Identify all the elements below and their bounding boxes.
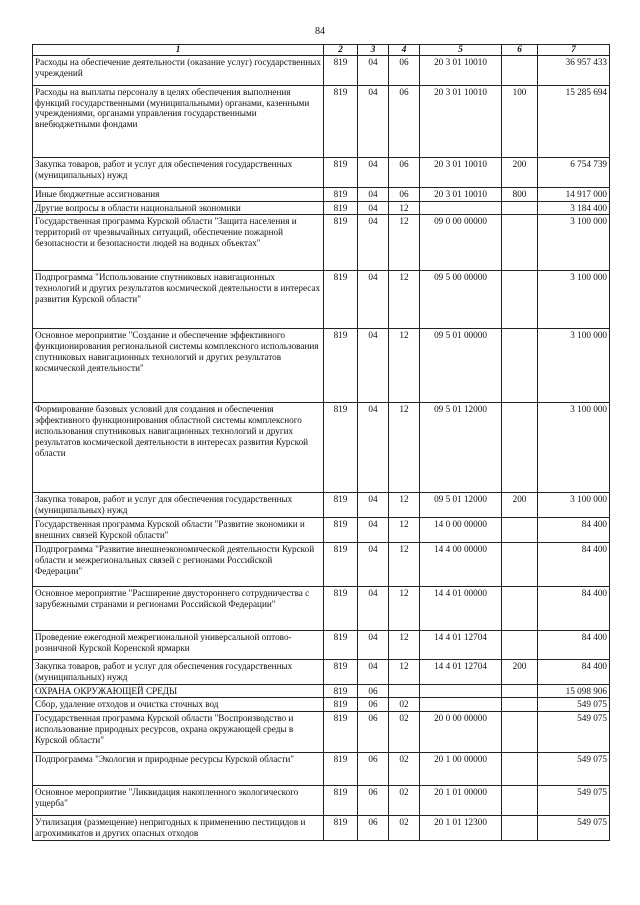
row-pr: 02: [389, 816, 420, 841]
row-gr: 819: [324, 157, 358, 187]
row-rz: 06: [358, 753, 389, 786]
row-sum: 3 100 000: [538, 271, 610, 329]
row-name: Сбор, удаление отходов и очистка сточных вод: [33, 698, 324, 712]
row-vr: [502, 403, 538, 493]
row-name: Проведение ежегодной межрегиональной универсальной оптово-розничной Курской Коренской ярмарки: [33, 630, 324, 659]
row-gr: 819: [324, 403, 358, 493]
header-cell: 5: [420, 45, 502, 56]
row-sum: 6 754 739: [538, 157, 610, 187]
row-sum: 84 400: [538, 659, 610, 684]
row-sum: 84 400: [538, 630, 610, 659]
row-sum: 15 285 694: [538, 85, 610, 157]
header-row: [33, 45, 610, 56]
row-cs: 20 1 00 00000: [420, 753, 502, 786]
row-pr: 12: [389, 271, 420, 329]
table-row: [33, 85, 610, 157]
row-vr: [502, 518, 538, 543]
row-name: Основное мероприятие "Расширение двустороннего сотрудничества с зарубежными странами и регионами Российской Федерации": [33, 586, 324, 630]
row-sum: 3 100 000: [538, 493, 610, 518]
row-vr: [502, 786, 538, 816]
table-row: [33, 157, 610, 187]
row-name: Государственная программа Курской области "Защита населения и территорий от чрезвычайных ситуаций, обеспечение пожарной безопасности и безопасности людей на водных объектах": [33, 215, 324, 271]
row-gr: 819: [324, 493, 358, 518]
table-row: [33, 712, 610, 753]
row-gr: 819: [324, 271, 358, 329]
row-gr: 819: [324, 630, 358, 659]
row-rz: 04: [358, 201, 389, 215]
row-sum: 84 400: [538, 542, 610, 586]
row-pr: 12: [389, 201, 420, 215]
row-name: Подпрограмма "Экология и природные ресурсы Курской области": [33, 753, 324, 786]
row-vr: [502, 684, 538, 698]
row-cs: 09 5 00 00000: [420, 271, 502, 329]
row-rz: 04: [358, 542, 389, 586]
row-vr: 200: [502, 493, 538, 518]
row-pr: 12: [389, 630, 420, 659]
row-rz: 04: [358, 659, 389, 684]
row-cs: 20 3 01 10010: [420, 55, 502, 85]
row-name: Основное мероприятие "Ликвидация накопленного экологического ущерба": [33, 786, 324, 816]
row-pr: 06: [389, 157, 420, 187]
table-row: [33, 271, 610, 329]
row-gr: 819: [324, 753, 358, 786]
table-row: [33, 518, 610, 543]
row-cs: 09 0 00 00000: [420, 215, 502, 271]
row-cs: 20 3 01 10010: [420, 187, 502, 201]
row-pr: 12: [389, 542, 420, 586]
row-cs: 14 4 01 12704: [420, 659, 502, 684]
row-gr: 819: [324, 518, 358, 543]
row-vr: [502, 698, 538, 712]
row-name: Государственная программа Курской области "Воспроизводство и использование природных ресурсов, охрана окружающей среды в Курской области": [33, 712, 324, 753]
row-rz: 04: [358, 215, 389, 271]
row-sum: 14 917 000: [538, 187, 610, 201]
row-sum: 549 075: [538, 816, 610, 841]
row-pr: 06: [389, 85, 420, 157]
table-row: [33, 542, 610, 586]
row-gr: 819: [324, 712, 358, 753]
row-name: Утилизация (размещение) непригодных к применению пестицидов и агрохимикатов и других опасных отходов: [33, 816, 324, 841]
row-pr: 02: [389, 753, 420, 786]
row-gr: 819: [324, 684, 358, 698]
table-row: [33, 215, 610, 271]
row-sum: 549 075: [538, 698, 610, 712]
row-sum: 549 075: [538, 753, 610, 786]
row-gr: 819: [324, 698, 358, 712]
row-cs: 14 4 01 00000: [420, 586, 502, 630]
row-cs: 20 0 00 00000: [420, 712, 502, 753]
row-cs: 20 1 01 00000: [420, 786, 502, 816]
row-vr: [502, 816, 538, 841]
row-rz: 06: [358, 712, 389, 753]
table-row: [33, 659, 610, 684]
row-sum: 36 957 433: [538, 55, 610, 85]
row-cs: 14 0 00 00000: [420, 518, 502, 543]
header-cell: 7: [538, 45, 610, 56]
header-cell: 4: [389, 45, 420, 56]
table-row: [33, 816, 610, 841]
row-vr: [502, 271, 538, 329]
header-cell: 2: [324, 45, 358, 56]
row-pr: 12: [389, 215, 420, 271]
row-pr: 06: [389, 187, 420, 201]
row-rz: 06: [358, 698, 389, 712]
row-pr: [389, 684, 420, 698]
row-vr: [502, 329, 538, 403]
budget-table: [32, 44, 610, 841]
row-vr: [502, 55, 538, 85]
row-gr: 819: [324, 329, 358, 403]
row-name: Закупка товаров, работ и услуг для обеспечения государственных (муниципальных) нужд: [33, 157, 324, 187]
header-cell: 6: [502, 45, 538, 56]
row-vr: [502, 630, 538, 659]
row-cs: [420, 201, 502, 215]
row-sum: 3 184 400: [538, 201, 610, 215]
row-rz: 04: [358, 586, 389, 630]
row-rz: 06: [358, 684, 389, 698]
row-gr: 819: [324, 816, 358, 841]
row-sum: 3 100 000: [538, 403, 610, 493]
table-row: [33, 201, 610, 215]
row-name: Иные бюджетные ассигнования: [33, 187, 324, 201]
row-cs: 14 4 00 00000: [420, 542, 502, 586]
table-row: [33, 55, 610, 85]
table-row: [33, 187, 610, 201]
row-vr: 200: [502, 157, 538, 187]
row-vr: [502, 542, 538, 586]
row-cs: 20 1 01 12300: [420, 816, 502, 841]
table-row: [33, 786, 610, 816]
table-row: [33, 403, 610, 493]
row-rz: 06: [358, 816, 389, 841]
row-gr: 819: [324, 187, 358, 201]
row-vr: 100: [502, 85, 538, 157]
row-name: Основное мероприятие "Создание и обеспечение эффективного функционирования региональной системы комплексного использования спутниковых навигационных технологий и других результатов космической деятельности": [33, 329, 324, 403]
row-pr: 12: [389, 403, 420, 493]
row-vr: [502, 586, 538, 630]
row-pr: 02: [389, 698, 420, 712]
row-vr: 200: [502, 659, 538, 684]
row-rz: 04: [358, 518, 389, 543]
row-name: Расходы на обеспечение деятельности (оказание услуг) государственных учреждений: [33, 55, 324, 85]
row-sum: 3 100 000: [538, 329, 610, 403]
table-row: [33, 698, 610, 712]
row-cs: 14 4 01 12704: [420, 630, 502, 659]
row-sum: 3 100 000: [538, 215, 610, 271]
row-sum: 549 075: [538, 712, 610, 753]
row-pr: 06: [389, 55, 420, 85]
row-sum: 84 400: [538, 518, 610, 543]
row-rz: 04: [358, 271, 389, 329]
header-cell: 1: [33, 45, 324, 56]
row-name: Другие вопросы в области национальной экономики: [33, 201, 324, 215]
row-vr: [502, 712, 538, 753]
row-pr: 12: [389, 493, 420, 518]
row-name: Расходы на выплаты персоналу в целях обеспечения выполнения функций государственными (муниципальными) органами, казенными учреждениями, органами управления государственными внебюджетными фондами: [33, 85, 324, 157]
row-vr: [502, 201, 538, 215]
row-name: Подпрограмма "Развитие внешнеэкономической деятельности Курской области и межрегиональных связей с регионами Российской Федерации": [33, 542, 324, 586]
row-rz: 06: [358, 786, 389, 816]
row-rz: 04: [358, 630, 389, 659]
row-pr: 12: [389, 329, 420, 403]
row-vr: [502, 215, 538, 271]
row-vr: 800: [502, 187, 538, 201]
row-sum: 549 075: [538, 786, 610, 816]
row-cs: [420, 684, 502, 698]
row-pr: 12: [389, 659, 420, 684]
row-gr: 819: [324, 586, 358, 630]
row-gr: 819: [324, 85, 358, 157]
row-name: Формирование базовых условий для создания и обеспечения эффективного функционирования областной системы комплексного использования спутниковых навигационных технологий и других результатов космической деятельности в интересах развития Курской области: [33, 403, 324, 493]
row-cs: [420, 698, 502, 712]
row-name: ОХРАНА ОКРУЖАЮЩЕЙ СРЕДЫ: [33, 684, 324, 698]
table-row: [33, 753, 610, 786]
row-gr: 819: [324, 215, 358, 271]
row-name: Государственная программа Курской области "Развитие экономики и внешних связей Курской области": [33, 518, 324, 543]
row-cs: 09 5 01 12000: [420, 493, 502, 518]
row-pr: 12: [389, 518, 420, 543]
row-gr: 819: [324, 659, 358, 684]
row-pr: 02: [389, 786, 420, 816]
row-cs: 20 3 01 10010: [420, 157, 502, 187]
row-rz: 04: [358, 329, 389, 403]
row-rz: 04: [358, 403, 389, 493]
row-name: Закупка товаров, работ и услуг для обеспечения государственных (муниципальных) нужд: [33, 659, 324, 684]
table-row: [33, 684, 610, 698]
page-number: 84: [315, 26, 325, 37]
table-row: [33, 493, 610, 518]
row-name: Закупка товаров, работ и услуг для обеспечения государственных (муниципальных) нужд: [33, 493, 324, 518]
row-vr: [502, 753, 538, 786]
row-cs: 09 5 01 12000: [420, 403, 502, 493]
row-sum: 84 400: [538, 586, 610, 630]
table-row: [33, 630, 610, 659]
row-gr: 819: [324, 786, 358, 816]
row-rz: 04: [358, 493, 389, 518]
table-row: [33, 329, 610, 403]
header-cell: 3: [358, 45, 389, 56]
row-pr: 02: [389, 712, 420, 753]
row-cs: 09 5 01 00000: [420, 329, 502, 403]
row-sum: 15 098 906: [538, 684, 610, 698]
row-cs: 20 3 01 10010: [420, 85, 502, 157]
row-pr: 12: [389, 586, 420, 630]
row-rz: 04: [358, 55, 389, 85]
table-row: [33, 586, 610, 630]
row-rz: 04: [358, 157, 389, 187]
row-name: Подпрограмма "Использование спутниковых навигационных технологий и других результатов космической деятельности в интересах развития Курской области": [33, 271, 324, 329]
row-rz: 04: [358, 85, 389, 157]
row-gr: 819: [324, 55, 358, 85]
row-gr: 819: [324, 201, 358, 215]
row-rz: 04: [358, 187, 389, 201]
row-gr: 819: [324, 542, 358, 586]
